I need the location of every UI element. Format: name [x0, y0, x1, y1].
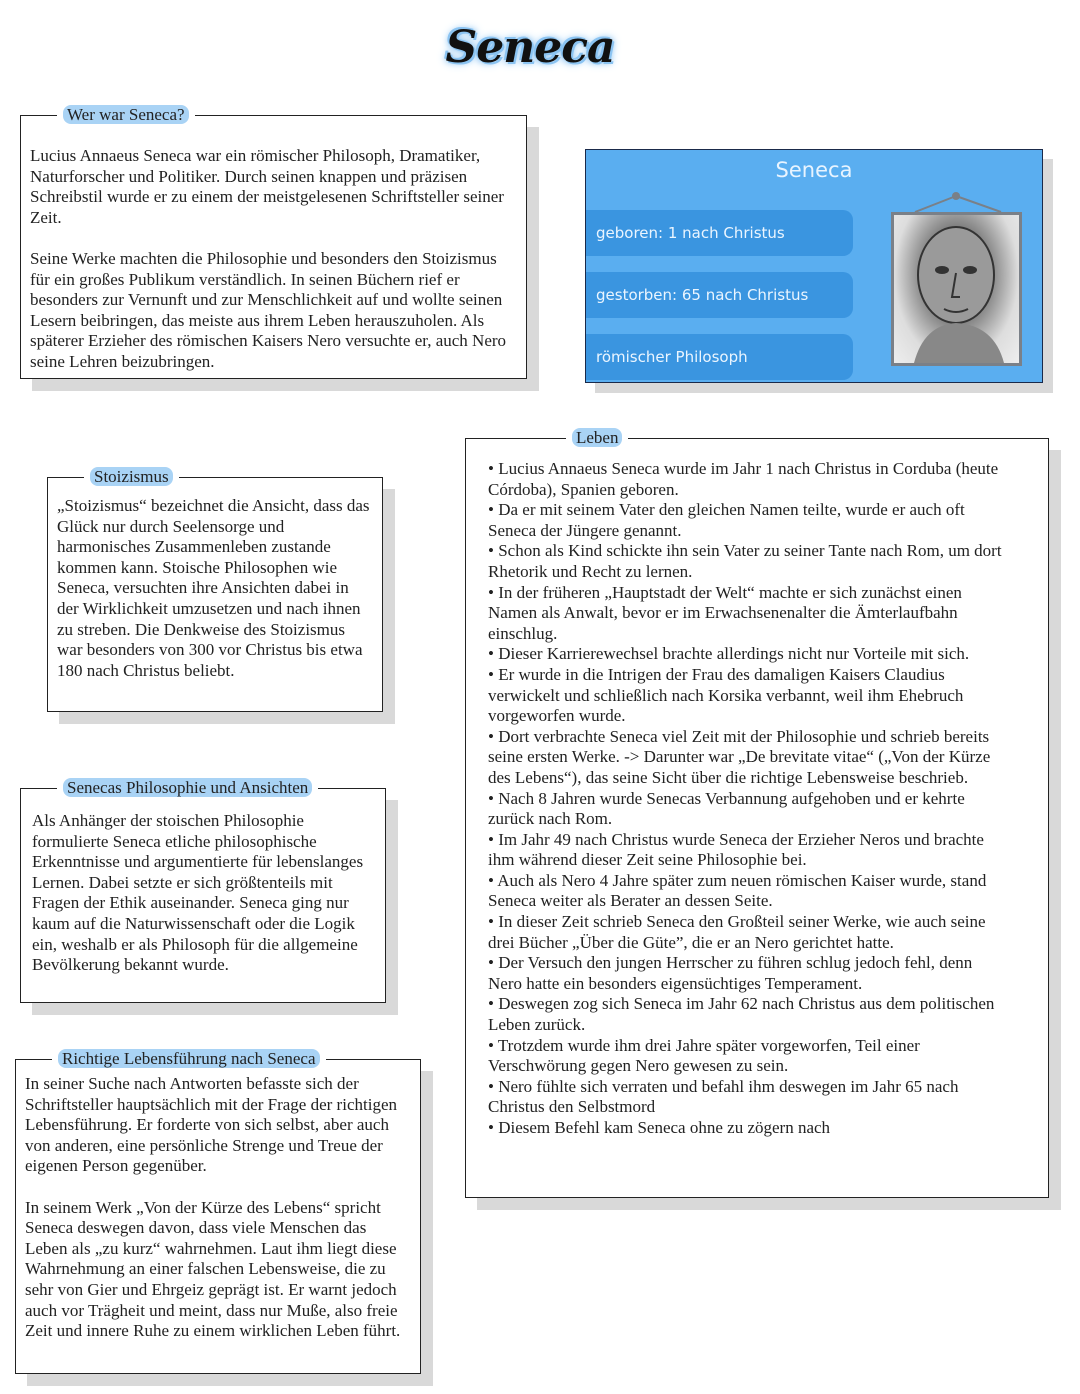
list-item: • Deswegen zog sich Seneca im Jahr 62 nach Christus aus dem politischen Leben zurück.	[488, 994, 995, 1035]
list-item: • Trotzdem wurde ihm drei Jahre später vorgeworfen, Teil einer Verschwörung gegen Nero gewesen zu sein.	[488, 1035, 920, 1076]
list-item: • Nero fühlte sich verraten und befahl ihm deswegen im Jahr 65 nach Christus den Selbstmord	[488, 1076, 959, 1117]
section-leben	[465, 428, 1049, 1198]
list-item: • Schon als Kind schickte ihn sein Vater zu seiner Tante nach Rom, um dort Rhetorik und Recht zu lernen.	[488, 541, 1002, 581]
section-stoizismus	[47, 467, 383, 712]
paragraph: Lucius Annaeus Seneca war ein römischer Philosoph, Dramatiker, Naturforscher und Politiker. Durch seinen knappen und präzisen Schreibstil wurde er zu einem der meistgelesenen Schriftsteller seiner Zeit.	[30, 146, 504, 227]
fact-died: gestorben: 65 nach Christus	[586, 272, 853, 318]
list-item: • Er wurde in die Intrigen der Frau des damaligen Kaisers Claudius verwickelt und schließlich nach Korsika verbannt, weil ihm Ehebruch vorgeworfen wurde.	[488, 664, 964, 726]
section-heading: Senecas Philosophie und Ansichten	[63, 778, 312, 797]
list-item: • Im Jahr 49 nach Christus wurde Seneca der Erzieher Neros und brachte ihm während dieser Zeit seine Philosophie bei.	[488, 829, 984, 870]
info-card	[585, 149, 1043, 383]
paragraph: „Stoizismus“ bezeichnet die Ansicht, dass das Glück nur durch Seelensorge und harmonisches Zusammenleben zustande kommen kann. Stoische Philosophen wie Seneca, versuchten ihre Ansichten dabei in der Wirklichkeit umzusetzen und nach ihnen zu streben. Die Denkweise des Stoizismus war besonders von 300 vor Christus bis etwa 180 nach Christus beliebt.	[57, 496, 370, 680]
list-item: • In dieser Zeit schrieb Seneca den Großteil seiner Werke, wie auch seine drei Bücher „Über die Güte”, die er an Nero gerichtet hatte.	[488, 912, 986, 952]
paragraph: Als Anhänger der stoischen Philosophie formulierte Seneca etliche philosophische Erkenntnisse und argumentierte für lebenslanges Lernen. Dabei setzte er sich größtenteils mit Fragen der Ethik auseinander. Seneca ging nur kaum auf die Naturwissenschaft oder die Logik ein, weshalb er als Philosoph für die allgemeine Bevölkerung bekannt wurde.	[32, 811, 364, 975]
list-item: • Da er mit seinem Vater den gleichen Namen teilte, wurde er auch oft Seneca der Jüngere genannt.	[488, 500, 965, 540]
list-item: • Auch als Nero 4 Jahre später zum neuen römischen Kaiser wurde, stand Seneca weiter als Berater an dessen Seite.	[488, 870, 987, 911]
fact-born: geboren: 1 nach Christus	[586, 210, 853, 256]
list-item: • Dort verbrachte Seneca viel Zeit mit der Philosophie und schrieb bereits seine ersten Werke. -> Darunter war „De brevitate vitae“ („Von der Kürze des Lebens“), das seine Sicht über die richtige Lebensweise beschrieb.	[488, 726, 991, 787]
section-lebensfuehrung	[15, 1049, 421, 1374]
section-heading: Wer war Seneca?	[63, 105, 189, 124]
seneca-portrait	[891, 212, 1022, 366]
section-wer-war-seneca	[20, 105, 527, 379]
list-item: • Lucius Annaeus Seneca wurde im Jahr 1 nach Christus in Corduba (heute Córdoba), Spanien geboren.	[488, 459, 999, 499]
section-philosophie	[20, 778, 386, 1003]
fact-profession: römischer Philosoph	[586, 334, 853, 380]
paragraph: Seine Werke machten die Philosophie und besonders den Stoizismus für ein großes Publikum verständlich. In seinen Büchern rief er besonders zur Vernunft und zur Menschlichkeit auf und wollte seinen Lesern beibringen, das meiste aus ihrem Leben herauszuholen. Als späterer Erzieher des römischen Kaisers Nero versuchte er, auch Nero seine Lehren beizubringen.	[30, 248, 507, 371]
paragraph: In seinem Werk „Von der Kürze des Lebens“ spricht Seneca deswegen davon, dass viele Menschen das Leben als „zu kurz“ wahrnehmen. Laut ihm liegt diese Wahrnehmung an einer falschen Lebensweise, die zu sehr von Gier und Ehrgeiz geprägt ist. Er warnt jedoch auch vor Trägheit und meint, dass nur Muße, also freie Zeit und innere Ruhe zu einem wirklichen Leben führt.	[25, 1197, 401, 1341]
paragraph: In seiner Suche nach Antworten befasste sich der Schriftsteller hauptsächlich mit der Frage der richtigen Lebensführung. Er forderte von sich selbst, aber auch von anderen, eine persönliche Strenge und Treue der eigenen Person gegenüber.	[25, 1074, 397, 1176]
list-item: • In der früheren „Hauptstadt der Welt“ machte er sich zunächst einen Namen als Anwalt, bevor er im Erwachsenenalter die Ämterlaufbahn einschlug.	[488, 582, 962, 643]
list-item: • Nach 8 Jahren wurde Senecas Verbannung aufgehoben und er kehrte zurück nach Rom.	[488, 788, 965, 829]
page-title: Seneca	[445, 22, 615, 73]
picture-hanger-icon	[913, 190, 1003, 212]
list-item: • Dieser Karrierewechsel brachte allerdings nicht nur Vorteile mit sich.	[488, 644, 970, 664]
section-heading: Stoizismus	[90, 467, 173, 486]
info-card-title: Seneca	[775, 158, 853, 182]
section-heading: Richtige Lebensführung nach Seneca	[58, 1049, 320, 1068]
section-heading: Leben	[572, 428, 622, 447]
list-item: • Der Versuch den jungen Herrscher zu führen schlug jedoch fehl, denn Nero hatte ein besonders eigensüchtiges Temperament.	[488, 953, 973, 993]
list-item: • Diesem Befehl kam Seneca ohne zu zögern nach	[488, 1118, 831, 1137]
